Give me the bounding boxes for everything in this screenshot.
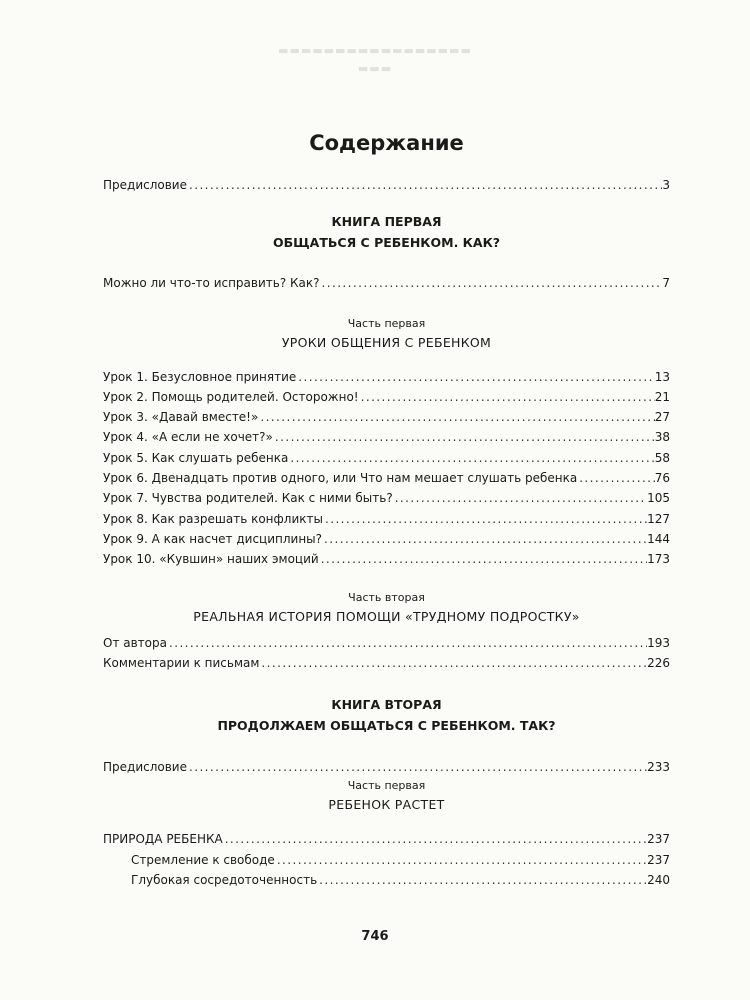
toc-entry-label: Урок 6. Двенадцать против одного, или Что нам мешает слушать ребенка	[103, 471, 578, 486]
page-number: 746	[361, 929, 389, 944]
dot-leader	[324, 529, 647, 549]
toc-entry-page: 7	[662, 276, 670, 291]
toc-entry-label: Урок 8. Как разрешать конфликты	[103, 511, 323, 526]
book-number: КНИГА ПЕРВАЯ	[331, 214, 442, 230]
toc-entry-page: 240	[647, 873, 670, 888]
dot-leader	[275, 427, 655, 447]
toc-entry[interactable]	[103, 653, 670, 673]
dot-leader	[261, 653, 647, 673]
toc-entry-section[interactable]	[103, 829, 670, 849]
toc-entry-page: 76	[654, 471, 670, 486]
part-title: РЕАЛЬНАЯ ИСТОРИЯ ПОМОЩИ «ТРУДНОМУ ПОДРОСТКУ»	[193, 608, 580, 624]
dot-leader	[325, 509, 647, 529]
dot-leader	[319, 870, 647, 890]
bleed-through-text: ▬▬▬	[357, 62, 393, 75]
toc-entry-page: 237	[647, 832, 670, 847]
toc-entry[interactable]	[103, 870, 670, 890]
part-caption: Часть вторая	[348, 590, 425, 604]
toc-entry-label: Урок 5. Как слушать ребенка	[103, 450, 289, 465]
toc-entry-label: Комментарии к письмам	[103, 655, 260, 670]
toc-entry-label: Урок 2. Помощь родителей. Осторожно!	[103, 389, 359, 404]
toc-entry[interactable]	[103, 367, 670, 387]
dot-leader	[395, 488, 647, 508]
dot-leader	[290, 448, 654, 468]
toc-entry-page: 3	[662, 178, 670, 192]
book-title: ОБЩАТЬСЯ С РЕБЕНКОМ. КАК?	[272, 235, 501, 251]
part-title: УРОКИ ОБЩЕНИЯ С РЕБЕНКОМ	[281, 334, 492, 350]
book-title: ПРОДОЛЖАЕМ ОБЩАТЬСЯ С РЕБЕНКОМ. ТАК?	[217, 718, 556, 734]
dot-leader	[579, 468, 655, 488]
toc-entry-label: ПРИРОДА РЕБЕНКА	[103, 832, 223, 847]
toc-entry-page: 173	[647, 552, 670, 567]
toc-entry-page: 27	[654, 410, 670, 425]
toc-entry-page: 38	[654, 430, 670, 445]
part-title: РЕБЕНОК РАСТЕТ	[328, 797, 445, 813]
toc-entry[interactable]	[103, 549, 670, 569]
toc-entry[interactable]	[103, 529, 670, 549]
toc-entry[interactable]	[103, 427, 670, 447]
toc-entry-label: Урок 9. А как насчет дисциплины?	[103, 531, 323, 546]
toc-entry-label: Урок 10. «Кувшин» наших эмоций	[103, 552, 319, 567]
toc-entry[interactable]	[103, 633, 670, 653]
toc-entry-intro[interactable]	[103, 273, 670, 293]
toc-entry[interactable]	[103, 407, 670, 427]
toc-entry-page: 58	[654, 450, 670, 465]
toc-entry-label: Урок 3. «Давай вместе!»	[103, 410, 259, 425]
dot-leader	[169, 633, 647, 653]
toc-entry-label: Глубокая сосредоточенность	[131, 873, 318, 888]
dot-leader	[322, 273, 663, 293]
toc-entry[interactable]	[103, 468, 670, 488]
toc-entry-page: 193	[647, 635, 670, 650]
toc-entry-preface[interactable]	[103, 757, 670, 777]
toc-entry-page: 233	[647, 760, 670, 775]
part-caption: Часть первая	[347, 779, 426, 793]
page-title: Содержание	[309, 131, 464, 155]
toc-entry-page: 226	[647, 655, 670, 670]
toc-entry-label: Урок 4. «А если не хочет?»	[103, 430, 273, 445]
toc-entry[interactable]	[103, 850, 670, 870]
dot-leader	[189, 757, 647, 777]
toc-entry-label: Предисловие	[103, 178, 187, 192]
toc-entry-label: Урок 7. Чувства родителей. Как с ними быть?	[103, 491, 393, 506]
toc-entry-label: Стремление к свободе	[131, 852, 275, 867]
toc-entry-preface[interactable]	[103, 175, 670, 195]
book-heading	[103, 211, 670, 253]
dot-leader	[277, 850, 647, 870]
part2-list	[103, 633, 670, 674]
toc-entry[interactable]	[103, 448, 670, 468]
toc-entry[interactable]	[103, 387, 670, 407]
book-heading	[103, 694, 670, 736]
toc-entry-label: Можно ли что-то исправить? Как?	[103, 276, 320, 291]
toc-entry-page: 237	[647, 852, 670, 867]
toc-entry[interactable]	[103, 488, 670, 508]
toc-entry-label: Предисловие	[103, 760, 187, 775]
toc-entry-page: 144	[647, 531, 670, 546]
toc-entry-label: От автора	[103, 635, 167, 650]
subsection-list	[103, 850, 670, 891]
toc-entry[interactable]	[103, 509, 670, 529]
table-of-contents	[103, 128, 670, 890]
lessons-list	[103, 367, 670, 570]
dot-leader	[361, 387, 655, 407]
toc-entry-page: 127	[647, 511, 670, 526]
dot-leader	[260, 407, 654, 427]
toc-entry-label: Урок 1. Безусловное принятие	[103, 369, 297, 384]
toc-entry-page: 105	[647, 491, 670, 506]
toc-entry-page: 21	[654, 389, 670, 404]
dot-leader	[298, 367, 654, 387]
toc-entry-page: 13	[654, 369, 670, 384]
part-caption: Часть первая	[347, 316, 426, 330]
dot-leader	[189, 175, 662, 195]
bleed-through-text: ▬▬▬▬▬▬▬▬▬▬▬▬▬▬▬▬▬	[278, 44, 472, 57]
dot-leader	[321, 549, 647, 569]
book-number: КНИГА ВТОРАЯ	[331, 697, 442, 713]
dot-leader	[225, 829, 647, 849]
